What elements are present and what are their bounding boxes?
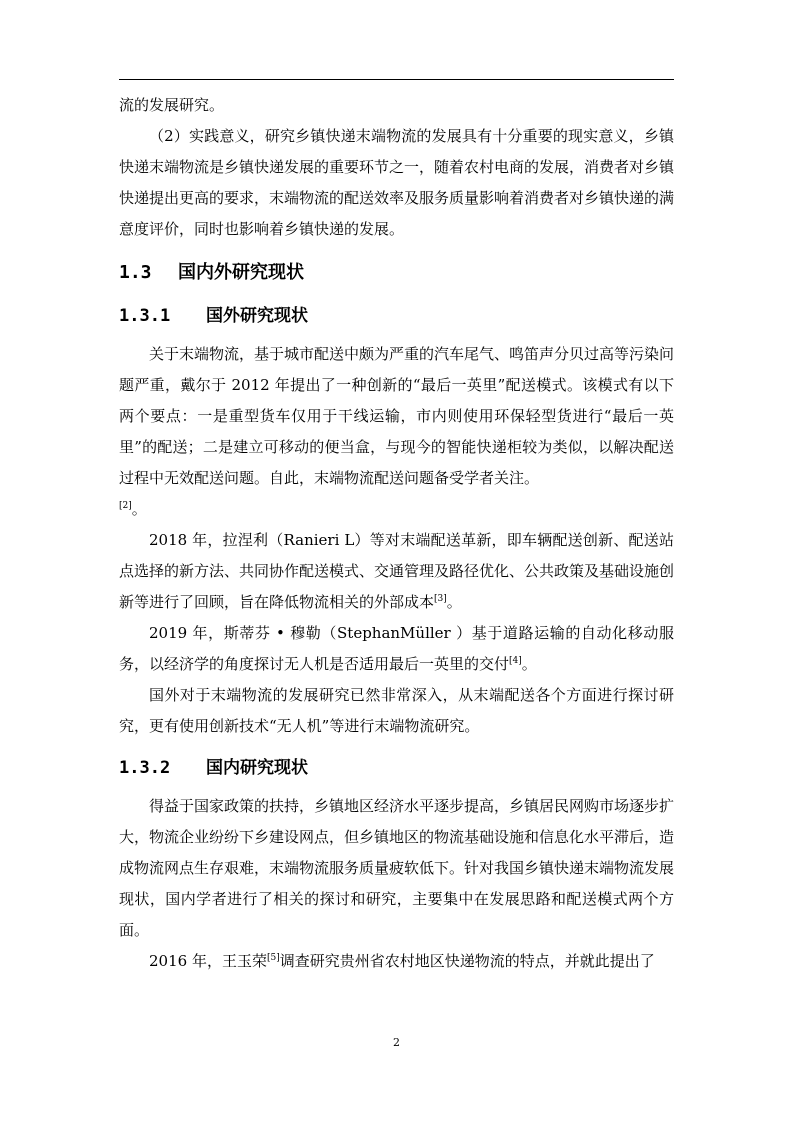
page-body [119, 90, 674, 977]
citation-ref: [4] [509, 656, 522, 666]
paragraph-last-mile [119, 339, 674, 525]
subsection-title: 国内研究现状 [206, 758, 308, 778]
paragraph-practical-significance: （2）实践意义，研究乡镇快递末端物流的发展具有十分重要的现实意义，乡镇快递末端物流是乡镇快递发展的重要环节之一，随着农村电商的发展，消费者对乡镇快递提出更高的要求，末端物流的配送效率及服务质量影响着消费者对乡镇快递的满意度评价，同时也影响着乡镇快递的发展。 [119, 127, 675, 238]
paragraph-text: 。 [446, 593, 462, 611]
subsection-heading-1-3-2 [119, 752, 674, 784]
paragraph-text: 2016 年，王玉荣 [149, 952, 267, 970]
subsection-number: 1.3.1 [119, 306, 171, 326]
paragraph-text: 2018 年，拉涅利（Ranieri L）等对末端配送革新，即车辆配送创新、配送站点选择的新方法、共同协作配送模式、交通管理及路径优化、公共政策及基础设施创新等进行了回顾，旨在降低物流相关的外部成本 [119, 531, 675, 611]
section-title: 国内外研究现状 [178, 262, 304, 283]
header-rule [119, 79, 674, 80]
citation-ref: [2] [119, 501, 132, 511]
paragraph-domestic-overview: 得益于国家政策的扶持，乡镇地区经济水平逐步提高，乡镇居民网购市场逐步扩大，物流企业纷纷下乡建设网点，但乡镇地区的物流基础设施和信息化水平滞后，造成物流网点生存艰难，末端物流服务质量疲软低下。针对我国乡镇快递末端物流发展现状，国内学者进行了相关的探讨和研究，主要集中在发展思路和配送模式两个方面。 [119, 797, 675, 939]
page-number: 2 [393, 1036, 400, 1049]
citation-ref: [5] [266, 953, 280, 963]
paragraph-ranieri [119, 525, 674, 618]
section-heading-1-3 [119, 256, 674, 290]
paragraph-text: 。 [521, 655, 537, 673]
paragraph-continued: 流的发展研究。 [119, 96, 225, 114]
citation-ref: [3] [434, 594, 447, 604]
paragraph-wang-yurong [119, 946, 674, 977]
section-number: 1.3 [119, 262, 152, 283]
paragraph-text: 关于末端物流，基于城市配送中颇为严重的汽车尾气、鸣笛声分贝过高等污染问题严重，戴尔于 2012 年提出了一种创新的“最后一英里”配送模式。该模式有以下两个要点：一是重型货车仅用于干线运输，市内则使用环保轻型货进行“最后一英里”的配送；二是建立可移动的便当盒，与现今的智能快递柜较为类似，以解决配送过程中无效配送问题。自此，末端物流配送问题备受学者关注。 [119, 345, 675, 487]
paragraph-muller [119, 618, 674, 680]
subsection-number: 1.3.2 [119, 758, 171, 778]
subsection-title: 国外研究现状 [206, 306, 308, 326]
subsection-heading-1-3-1 [119, 300, 674, 332]
paragraph-foreign-summary: 国外对于末端物流的发展研究已然非常深入，从末端配送各个方面进行探讨研究，更有使用创新技术“无人机”等进行末端物流研究。 [119, 686, 674, 735]
paragraph-text: 2019 年，斯蒂芬 • 穆勒（StephanMüller ）基于道路运输的自动化移动服务，以经济学的角度探讨无人机是否适用最后一英里的交付 [119, 624, 674, 673]
paragraph-text: 。 [131, 500, 147, 518]
paragraph-text: 调查研究贵州省农村地区快递物流的特点，并就此提出了 [279, 952, 655, 970]
